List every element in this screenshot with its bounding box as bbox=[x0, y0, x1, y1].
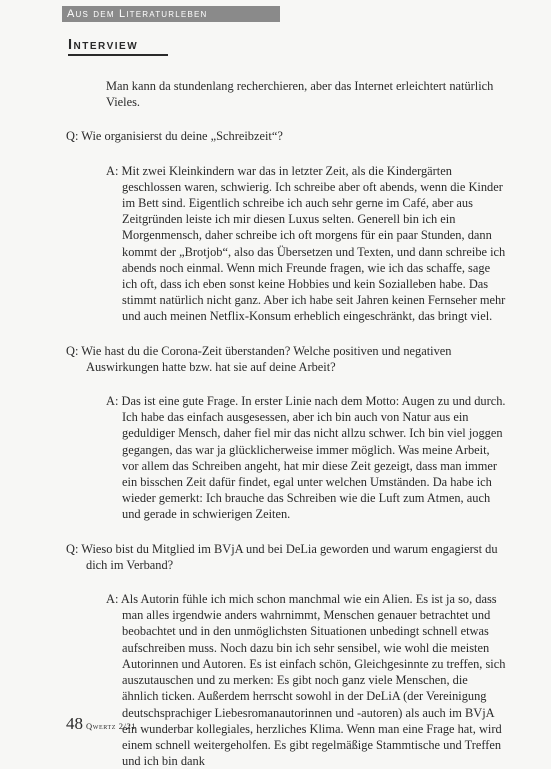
answer-2 bbox=[66, 393, 506, 523]
question-prefix: Q: bbox=[66, 541, 79, 556]
question-prefix: Q: bbox=[66, 343, 79, 358]
question-text: Wie hast du die Corona-Zeit überstanden? Welche positiven und negativen Auswirkungen hatte bzw. hat sie auf deine Arbeit? bbox=[81, 343, 452, 374]
page-title: Interview bbox=[68, 37, 168, 56]
interview-body bbox=[66, 78, 506, 769]
question-2 bbox=[66, 343, 506, 375]
answer-prefix: A: bbox=[106, 592, 119, 607]
magazine-issue: Qwertz 2/21 bbox=[86, 721, 137, 731]
answer-text: Als Autorin fühle ich mich schon manchmal wie ein Alien. Es ist ja so, dass man alles irgendwie anders wahrnimmt, Menschen genauer betrachtet und beobachtet und in den unmöglichsten Situationen unbedingt schnell etwas aufschreiben muss. Noch dazu bin ich sehr sensibel, wie wohl die meisten Autorinnen und Autoren. Es ist einfach schön, Gleichgesinnte zu treffen, sich auszutauschen und zu merken: Es gibt noch ganz viele Menschen, die ähnlich ticken. Außerdem herrscht sowohl in der DeLiA (der Vereinigung deutschsprachiger Liebesromanautorinnen und -autoren) als auch im BVjA ein wunderbar kollegiales, herzliches Klima. Wenn man eine Frage hat, wird einem schnell weitergeholfen. Es gibt regelmäßige Stammtische und Treffen und ich bin dank bbox=[120, 592, 506, 769]
section-label-bar: Aus dem Literaturleben bbox=[62, 6, 280, 22]
answer-prefix: A: bbox=[106, 163, 119, 178]
answer-continuation bbox=[66, 78, 506, 110]
answer-text: Mit zwei Kleinkindern war das in letzter Zeit, als die Kindergärten geschlossen waren, schwierig. Ich schreibe aber oft abends, wenn die Kinder im Bett sind. Eigentlich schreibe ich auch sehr gerne im Café, aber aus Zeitgründen leiste ich mir diesen Luxus selten. Generell bin ich ein Morgenmensch, daher schreibe ich oft morgens für ein paar Stunden, dann kommt der „Brotjob“, also das Übersetzen und Texten, und dann schreibe ich abends noch einmal. Wenn mich Freunde fragen, wie ich das schaffe, sage ich oft, dass ich eben sonst keine Hobbies und kein Sozialleben habe. Das stimmt natürlich nicht ganz. Aber ich habe seit Jahren keinen Fernseher mehr und auch meinen Netflix-Konsum erheblich eingeschränkt, das bringt viel. bbox=[121, 163, 506, 324]
answer-text: Das ist eine gute Frage. In erster Linie nach dem Motto: Augen zu und durch. Ich habe das einfach ausgesessen, aber ich bin auch von Natur aus ein geduldiger Mensch, daher fiel mir das nicht allzu schwer. Ich bin viel joggen gegangen, das war ja glücklicherweise immer möglich. Was meine Arbeit, vor allem das Schreiben angeht, hat mir diese Zeit gezeigt, dass man immer ein bisschen Zeit dafür findet, egal unter welchen Umständen. Da habe ich wieder gemerkt: Ich brauche das Schreiben wie die Luft zum Atmen, auch und gerade in schwierigen Zeiten. bbox=[121, 394, 506, 522]
question-text: Wieso bist du Mitglied im BVjA und bei DeLia geworden und warum engagierst du dich im Verband? bbox=[81, 541, 498, 572]
question-text: Wie organisierst du deine „Schreibzeit“? bbox=[81, 129, 283, 144]
answer-1 bbox=[66, 163, 506, 325]
answer-prefix: A: bbox=[106, 394, 119, 409]
answer-text: Man kann da stundenlang recherchieren, aber das Internet erleichtert natürlich Vieles. bbox=[106, 79, 494, 110]
question-3 bbox=[66, 541, 506, 573]
page-footer bbox=[66, 715, 136, 735]
question-1 bbox=[66, 128, 506, 144]
question-prefix: Q: bbox=[66, 129, 79, 144]
answer-3 bbox=[66, 591, 506, 769]
page-number: 48 bbox=[66, 714, 83, 733]
